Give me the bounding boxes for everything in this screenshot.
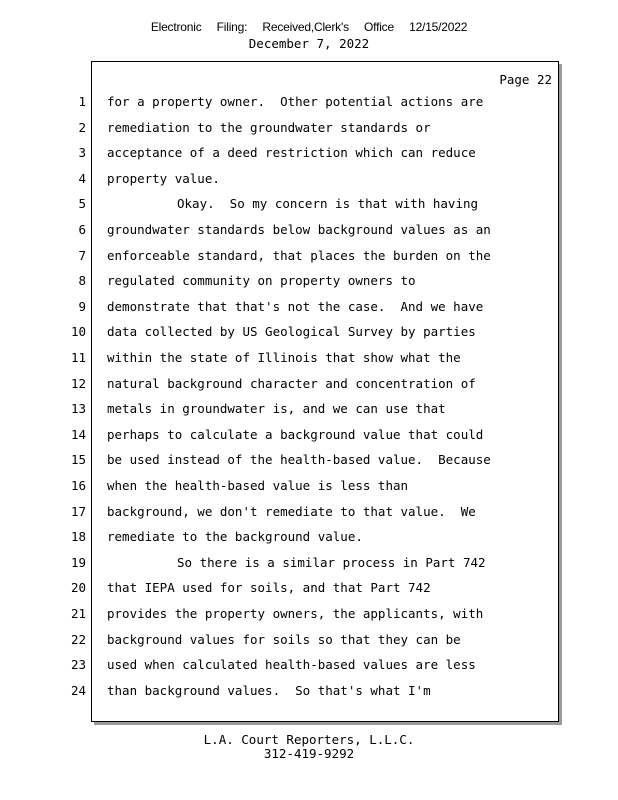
filing-label-received: Received,Clerk's xyxy=(262,20,349,34)
line-number: 19 xyxy=(70,554,86,570)
transcript-line: within the state of Illinois that show what the xyxy=(107,350,461,365)
transcript-line: metals in groundwater is, and we can use that xyxy=(107,401,446,417)
transcript-line: provides the property owners, the applicants, with xyxy=(107,606,484,621)
transcript-line: perhaps to calculate a background value that could xyxy=(107,426,484,442)
transcript-line: used when calculated health-based values are less xyxy=(107,657,476,673)
transcript-line: background, we don't remediate to that value. We xyxy=(107,503,476,519)
transcript-line: acceptance of a deed restriction which can reduce xyxy=(107,145,476,161)
transcript-line: background values for soils so that they can be xyxy=(107,631,461,647)
line-number: 1 xyxy=(78,94,86,109)
transcript-line: remediation to the groundwater standards or xyxy=(107,119,431,135)
line-number: 7 xyxy=(78,247,86,263)
line-number: 16 xyxy=(70,478,86,493)
transcript-line: Okay. So my concern is that with having xyxy=(177,196,479,212)
line-number: 3 xyxy=(78,145,86,161)
filing-date: 12/15/2022 xyxy=(409,20,468,34)
line-number: 2 xyxy=(78,119,86,135)
line-number: 15 xyxy=(70,452,86,468)
line-number: 17 xyxy=(70,503,86,519)
transcript-line: data collected by US Geological Survey by parties xyxy=(107,324,476,340)
transcript-line: property value. xyxy=(107,170,220,186)
transcript-line: be used instead of the health-based value. Because xyxy=(107,452,491,468)
transcript-line: when the health-based value is less than xyxy=(107,478,409,493)
transcript-line: that IEPA used for soils, and that Part 742 xyxy=(107,580,431,596)
line-number: 10 xyxy=(70,324,86,340)
transcript-line: than background values. So that's what I'm xyxy=(107,682,431,698)
transcript-line: remediate to the background value. xyxy=(107,529,363,545)
electronic-filing-stamp xyxy=(0,20,618,34)
line-number: 6 xyxy=(78,222,86,237)
line-number: 18 xyxy=(70,529,86,545)
filing-label-filing: Filing: xyxy=(216,20,248,34)
transcript-line: for a property owner. Other potential actions are xyxy=(107,94,484,109)
transcript-line: demonstrate that that's not the case. And we have xyxy=(107,298,484,314)
transcript-line: groundwater standards below background values as an xyxy=(107,222,491,237)
transcript-line: So there is a similar process in Part 742 xyxy=(177,554,486,570)
reporter-company: L.A. Court Reporters, L.L.C. xyxy=(203,732,415,747)
line-number: 4 xyxy=(78,170,86,186)
line-number: 24 xyxy=(70,682,86,698)
reporter-phone: 312-419-9292 xyxy=(263,746,355,761)
line-number: 9 xyxy=(78,298,86,314)
transcript-line: natural background character and concentration of xyxy=(107,375,476,391)
line-number: 5 xyxy=(78,196,86,212)
line-number: 8 xyxy=(78,273,86,289)
page-number: Page 22 xyxy=(499,72,552,87)
line-number: 20 xyxy=(70,580,86,596)
line-number: 13 xyxy=(70,401,86,417)
line-number: 22 xyxy=(70,631,86,647)
transcript-line: regulated community on property owners to xyxy=(107,273,416,289)
line-number: 23 xyxy=(70,657,86,673)
reporter-footer xyxy=(0,733,618,761)
hearing-date: December 7, 2022 xyxy=(248,36,370,51)
line-number: 12 xyxy=(70,375,86,391)
transcript-line: enforceable standard, that places the burden on the xyxy=(107,247,491,263)
line-number: 14 xyxy=(70,426,86,442)
line-number: 11 xyxy=(70,350,86,365)
filing-label-office: Office xyxy=(364,20,394,34)
filing-label-electronic: Electronic xyxy=(150,20,202,34)
line-number: 21 xyxy=(70,606,86,621)
